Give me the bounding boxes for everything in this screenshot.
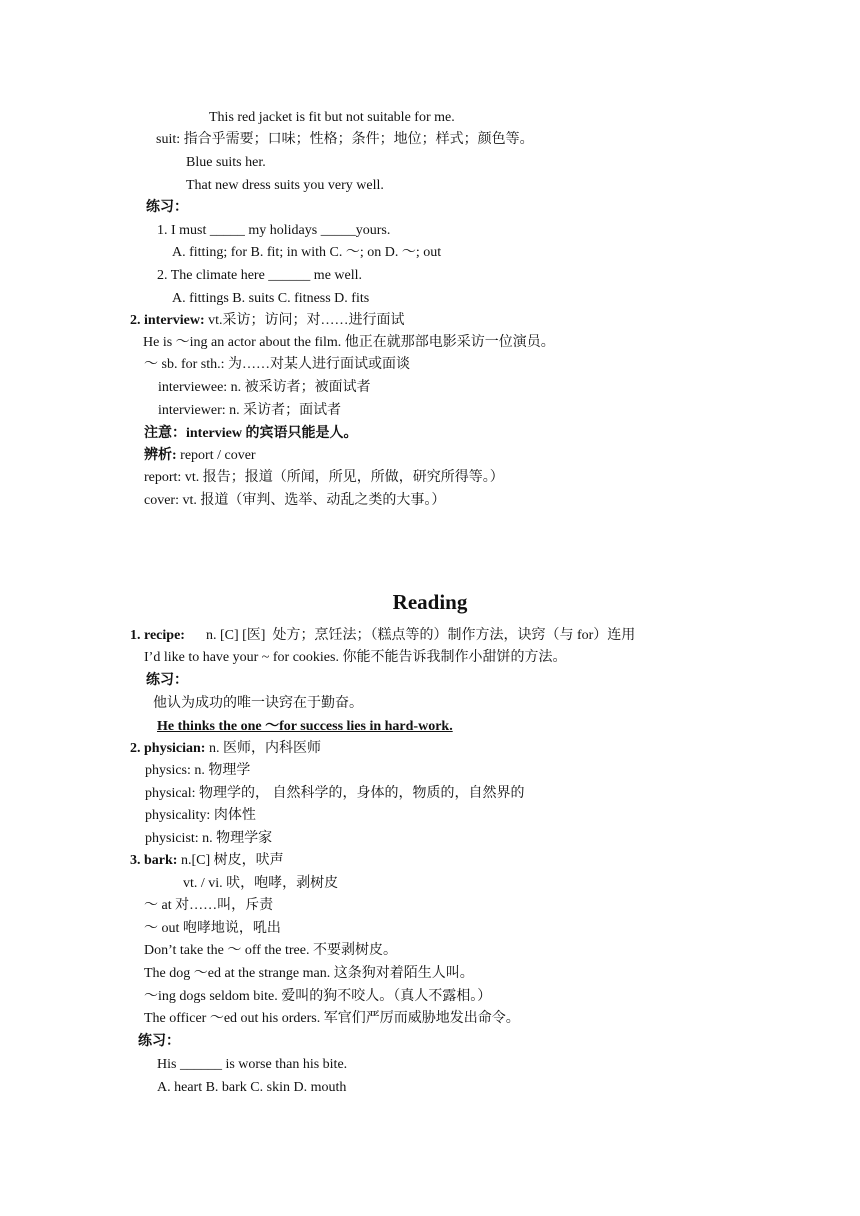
exercise-answer: He thinks the one ～for success lies in hard-work. <box>157 719 453 734</box>
vocab-definition: n.[C] 树皮，吠声 <box>177 853 284 868</box>
exercise-question: 2. The climate here ______ me well. <box>157 268 363 283</box>
related-word: physics: n. 物理学 <box>145 763 251 778</box>
related-word: physical: 物理学的， 自然科学的，身体的，物质的，自然界的 <box>145 786 525 801</box>
vocab-definition: vt.采访；访问；对……进行面试 <box>204 313 405 328</box>
practice-label: 练习： <box>146 673 188 688</box>
vocab-definition: n. 医师，内科医师 <box>205 741 321 756</box>
usage-line: ～ sb. for sth.: 为……对某人进行面试或面谈 <box>144 357 410 372</box>
exercise-options: A. fittings B. suits C. fitness D. fits <box>172 291 370 306</box>
vocab-definition: n. [C] [医] 处方；烹饪法；（糕点等的）制作方法，诀窍（与 for）连用 <box>184 628 636 643</box>
example-sentence: He is ～ing an actor about the film. 他正在就那部电影采访一位演员。 <box>143 335 555 350</box>
definition-line: report: vt. 报告；报道（所闻，所见，所做，研究所得等。） <box>144 470 504 485</box>
section-heading: Reading <box>392 590 468 614</box>
related-word: interviewer: n. 采访者；面试者 <box>158 403 342 418</box>
exercise-options: A. heart B. bark C. skin D. mouth <box>157 1080 347 1095</box>
bianxi-words: report / cover <box>176 448 256 463</box>
exercise-question: 1. I must _____ my holidays _____yours. <box>157 223 391 238</box>
usage-line: ～ out 咆哮地说，吼出 <box>144 921 281 936</box>
related-word: physicist: n. 物理学家 <box>145 831 273 846</box>
example-sentence: That new dress suits you very well. <box>186 178 384 193</box>
vocab-entry-recipe <box>130 627 635 645</box>
example-sentence: The officer ～ed out his orders. 军官们严厉而威胁地发出命令。 <box>144 1011 520 1026</box>
example-sentence: I’d like to have your ~ for cookies. 你能不能告诉我制作小甜饼的方法。 <box>144 650 567 665</box>
related-word: interviewee: n. 被采访者；被面试者 <box>158 380 371 395</box>
vocab-entry-physician <box>130 740 321 758</box>
vocab-term: 1. recipe: <box>130 628 185 643</box>
usage-line: ～ at 对……叫，斥责 <box>144 898 274 913</box>
exercise-question: His ______ is worse than his bite. <box>157 1057 348 1072</box>
example-sentence: The dog ～ed at the strange man. 这条狗对着陌生人叫。 <box>144 966 474 981</box>
vocab-term: 3. bark: <box>130 853 178 868</box>
vocab-definition: vt. / vi. 吠，咆哮，剥树皮 <box>183 876 339 891</box>
example-sentence: Blue suits her. <box>186 155 266 170</box>
definition-line: cover: vt. 报道（审判、选举、动乱之类的大事。） <box>144 493 446 508</box>
vocab-entry-bark <box>130 852 284 870</box>
bianxi-label: 辨析: <box>144 448 177 463</box>
practice-label: 练习： <box>146 200 188 215</box>
example-sentence: ～ing dogs seldom bite. 爱叫的狗不咬人。（真人不露相。） <box>144 989 492 1004</box>
example-sentence: This red jacket is fit but not suitable for me. <box>209 110 455 125</box>
exercise-question: 他认为成功的唯一诀窍在于勤奋。 <box>153 696 363 711</box>
practice-label: 练习： <box>138 1034 180 1049</box>
note-line: 注意：interview 的宾语只能是人。 <box>144 426 358 441</box>
exercise-options: A. fitting; for B. fit; in with C. ～; on D. ～; out <box>172 245 442 260</box>
definition-line: suit: 指合乎需要；口味；性格；条件；地位；样式；颜色等。 <box>156 132 534 147</box>
related-word: physicality: 肉体性 <box>145 808 256 823</box>
vocab-entry-interview <box>130 312 405 330</box>
example-sentence: Don’t take the ～ off the tree. 不要剥树皮。 <box>144 943 397 958</box>
bianxi-line <box>144 447 256 465</box>
vocab-term: 2. physician: <box>130 741 206 756</box>
vocab-term: 2. interview: <box>130 313 205 328</box>
